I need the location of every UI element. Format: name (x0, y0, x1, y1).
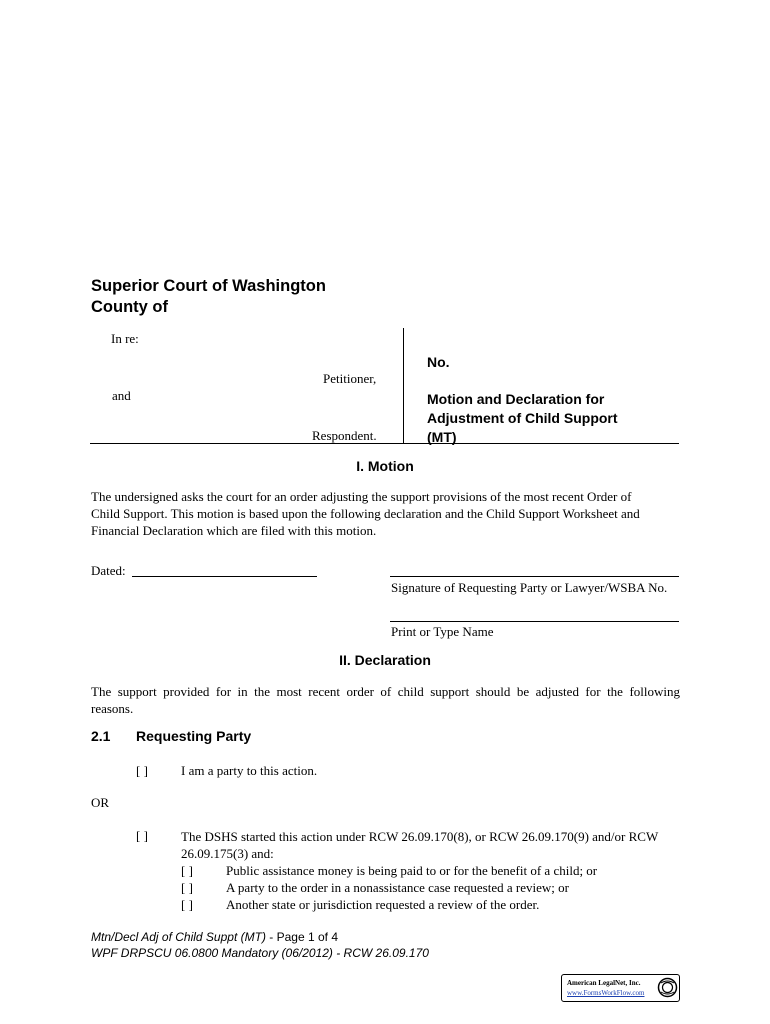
option-dshs-text (181, 828, 691, 862)
declaration-paragraph-line: The support provided for in the most recent order of child support should be adjusted for the following (91, 684, 680, 699)
motion-heading: I. Motion (356, 458, 414, 474)
signature-label: Signature of Requesting Party or Lawyer/WSBA No. (391, 580, 668, 595)
signature-line[interactable] (390, 576, 679, 577)
declaration-paragraph (91, 683, 680, 717)
list-item (181, 879, 681, 896)
section-title: Requesting Party (136, 728, 252, 744)
sub-option-checkbox[interactable]: [ ] (181, 880, 193, 895)
publisher-logo (561, 974, 680, 1002)
declaration-heading: II. Declaration (339, 652, 431, 668)
or-label: OR (91, 795, 110, 810)
footer-form-title: Mtn/Decl Adj of Child Suppt (MT) (91, 930, 266, 944)
footer-line-1 (91, 929, 429, 945)
motion-paragraph-line: Financial Declaration which are filed with this motion. (91, 523, 377, 538)
sub-option-checkbox[interactable]: [ ] (181, 863, 193, 878)
list-item (181, 862, 681, 879)
motion-paragraph-line: The undersigned asks the court for an order adjusting the support provisions of the most recent Order of (91, 489, 632, 504)
sub-option-checkbox[interactable]: [ ] (181, 897, 193, 912)
option-dshs-line: The DSHS started this action under RCW 26.09.170(8), or RCW 26.09.170(9) and/or RCW (181, 829, 659, 844)
option-dshs-line: 26.09.175(3) and: (181, 846, 274, 861)
document-title-line-1: Motion and Declaration for (427, 391, 605, 407)
print-name-label: Print or Type Name (391, 624, 494, 639)
list-item (181, 896, 681, 913)
court-header (91, 276, 326, 318)
checkbox-party[interactable]: [ ] (136, 763, 148, 778)
document-title-line-2: Adjustment of Child Support (427, 410, 618, 426)
motion-paragraph-line: Child Support. This motion is based upon the following declaration and the Child Support Worksheet and (91, 506, 640, 521)
and-label: and (112, 388, 131, 403)
court-name: Superior Court of Washington (91, 277, 326, 295)
petitioner-label: Petitioner, (323, 371, 377, 386)
footer-line-2: WPF DRPSCU 06.0800 Mandatory (06/2012) - RCW 26.09.170 (91, 946, 429, 960)
page-footer (91, 929, 429, 961)
sub-option-text: A party to the order in a nonassistance case requested a review; or (226, 880, 569, 895)
sub-option-text: Public assistance money is being paid to or for the benefit of a child; or (226, 863, 598, 878)
respondent-label: Respondent. (312, 428, 377, 443)
caption-divider-vertical (403, 328, 404, 444)
motion-paragraph (91, 488, 691, 539)
county-name: County of (91, 298, 168, 316)
document-title-line-3: (MT) (427, 429, 457, 445)
logo-url[interactable]: www.FormsWorkFlow.com (567, 989, 645, 997)
declaration-paragraph-line: reasons. (91, 701, 134, 716)
print-name-line[interactable] (390, 621, 679, 622)
checkbox-dshs[interactable]: [ ] (136, 828, 148, 843)
logo-seal-icon (657, 977, 678, 998)
option-party-text: I am a party to this action. (181, 763, 318, 778)
sub-options-list (181, 862, 681, 913)
document-title (427, 390, 618, 447)
in-re-label: In re: (111, 331, 139, 346)
dated-label: Dated: (91, 563, 126, 578)
logo-company: American LegalNet, Inc. (567, 979, 641, 987)
sub-option-text: Another state or jurisdiction requested a review of the order. (226, 897, 540, 912)
case-number-label: No. (427, 354, 450, 370)
dated-field[interactable] (132, 576, 317, 577)
footer-page-number: - Page 1 of 4 (265, 930, 338, 944)
section-number: 2.1 (91, 728, 111, 744)
